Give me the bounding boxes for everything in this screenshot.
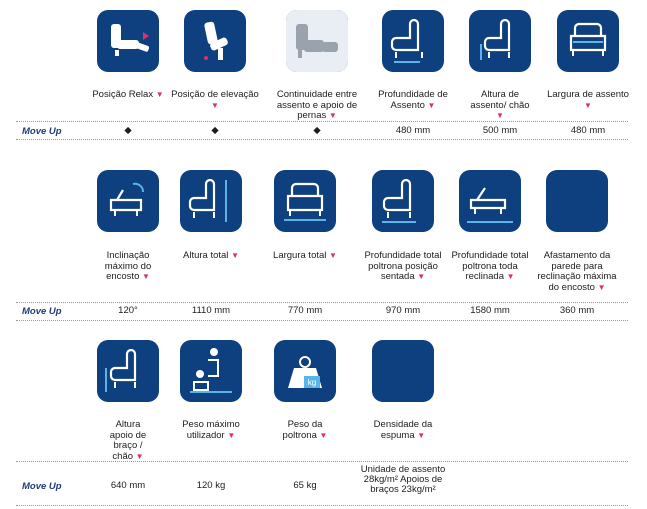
- value-cell: 640 mm: [110, 480, 146, 491]
- value-cell: 1110 mm: [191, 305, 231, 316]
- value-cell: ◆: [124, 125, 132, 136]
- label-peso-poltrona: Peso da poltrona ▼: [282, 419, 328, 441]
- row-label: Move Up: [22, 481, 62, 492]
- value-cell: 970 mm: [385, 305, 421, 316]
- label-posicao-relax: Posição Relax ▼: [92, 89, 164, 100]
- total-width-icon: [274, 170, 336, 232]
- label-profundidade-sentada: Profundidade total poltrona posição sentada ▼: [364, 250, 442, 282]
- label-inclinacao: Inclinação máximo do encosto ▼: [104, 250, 152, 282]
- label-profundidade-reclinada: Profundidade total poltrona toda reclinada ▼: [451, 250, 529, 282]
- value-cell: 120°: [118, 305, 138, 316]
- value-cell: 770 mm: [287, 305, 323, 316]
- label-afastamento: Afastamento da parede para reclinação máxima do encosto ▼: [537, 250, 617, 293]
- value-cell: Unidade de assento 28kg/m² Apoios de braços 23kg/m²: [360, 464, 446, 495]
- label-altura-assento: Altura de assento/ chão ▼: [470, 89, 530, 120]
- seat-depth-icon: [382, 10, 444, 72]
- backrest-recline-icon: [97, 170, 159, 232]
- seated-depth-icon: [372, 170, 434, 232]
- row-label: Move Up: [22, 306, 62, 317]
- total-height-icon: [180, 170, 242, 232]
- kg-badge: kg: [307, 378, 317, 387]
- value-cell: 120 kg: [196, 480, 226, 491]
- label-profundidade-assento: Profundidade de Assento ▼: [378, 89, 448, 111]
- value-cell: ◆: [313, 125, 321, 136]
- value-cell: 65 kg: [293, 480, 317, 491]
- label-altura-total: Altura total ▼: [183, 250, 239, 261]
- divider: [16, 121, 628, 122]
- divider: [16, 139, 628, 140]
- value-cell: 480 mm: [570, 125, 606, 136]
- divider: [16, 320, 628, 321]
- foam-density-icon: [372, 340, 434, 402]
- value-cell: 1580 mm: [470, 305, 510, 316]
- reclined-depth-icon: [459, 170, 521, 232]
- lift-standing-icon: [184, 10, 246, 72]
- value-cell: 360 mm: [559, 305, 595, 316]
- label-largura-assento: Largura de assento ▼: [547, 89, 629, 110]
- divider: [16, 302, 628, 303]
- value-cell: 480 mm: [395, 125, 431, 136]
- wall-distance-icon: [546, 170, 608, 232]
- label-densidade-espuma: Densidade da espuma ▼: [373, 419, 433, 441]
- divider: [16, 505, 628, 506]
- value-cell: 500 mm: [482, 125, 518, 136]
- seat-height-icon: [469, 10, 531, 72]
- row-label: Move Up: [22, 126, 62, 137]
- chair-weight-icon: [274, 340, 336, 402]
- recliner-relax-icon: [97, 10, 159, 72]
- value-cell: ◆: [211, 125, 219, 136]
- armrest-height-icon: [97, 340, 159, 402]
- divider: [16, 461, 628, 462]
- label-largura-total: Largura total ▼: [273, 250, 337, 261]
- label-peso-maximo: Peso máximo utilizador ▼: [182, 419, 240, 441]
- label-posicao-elevacao: Posição de elevação ▼: [171, 89, 259, 110]
- seat-width-icon: [557, 10, 619, 72]
- label-continuidade: Continuidade entre assento e apoio de pernas ▼: [276, 89, 358, 121]
- max-user-weight-icon: [180, 340, 242, 402]
- label-altura-apoio-braco: Altura apoio de braço / chão ▼: [109, 419, 147, 462]
- leg-rest-continuity-icon: [286, 10, 348, 72]
